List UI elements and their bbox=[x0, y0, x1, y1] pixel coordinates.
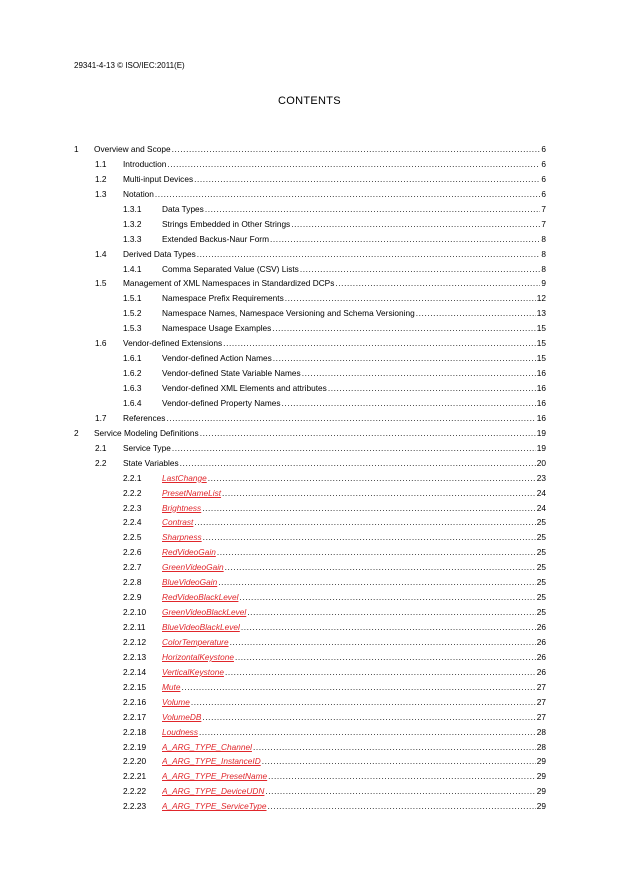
toc-entry-page-number: 6 bbox=[541, 188, 546, 199]
toc-entry-page-number: 12 bbox=[536, 293, 546, 304]
toc-entry-page-number: 27 bbox=[536, 711, 546, 722]
toc-entry-number: 1.4 bbox=[95, 248, 107, 259]
toc-entry-page-number: 16 bbox=[536, 368, 546, 379]
dot-leader bbox=[181, 680, 535, 695]
toc-entry-page-number: 20 bbox=[536, 457, 546, 468]
toc-entry-number: 1.5.1 bbox=[123, 293, 142, 304]
toc-entry-page-number: 6 bbox=[541, 144, 546, 154]
toc-entry-number: 2.2.12 bbox=[123, 636, 147, 647]
toc-entry[interactable] bbox=[74, 471, 546, 486]
toc-entry-number: 2.2.3 bbox=[123, 502, 142, 513]
toc-entry[interactable] bbox=[74, 560, 546, 575]
dot-leader bbox=[302, 366, 536, 381]
toc-entry-body bbox=[162, 381, 546, 396]
toc-entry-body bbox=[123, 187, 546, 202]
dot-leader bbox=[202, 501, 536, 516]
toc-entry-page-number: 26 bbox=[536, 636, 546, 647]
toc-entry-body bbox=[123, 247, 546, 262]
toc-entry-link[interactable]: VerticalKeystone bbox=[162, 666, 224, 677]
toc-entry-page-number: 27 bbox=[536, 696, 546, 707]
toc-entry-page-number: 24 bbox=[536, 487, 546, 498]
toc-entry-link[interactable]: A_ARG_TYPE_PresetName bbox=[162, 771, 268, 782]
toc-entry-body bbox=[123, 411, 546, 426]
toc-entry[interactable] bbox=[74, 695, 546, 710]
dot-leader bbox=[203, 530, 536, 545]
toc-entry-body bbox=[162, 695, 546, 710]
toc-entry[interactable] bbox=[74, 590, 546, 605]
toc-entry-link[interactable]: BlueVideoBlackLevel bbox=[162, 622, 240, 632]
toc-entry-body bbox=[162, 351, 546, 366]
toc-entry-page-number: 25 bbox=[536, 517, 546, 528]
toc-entry-number: 1.1 bbox=[95, 158, 107, 169]
toc-entry-body bbox=[162, 501, 546, 516]
toc-entry-body bbox=[162, 396, 546, 411]
toc-entry[interactable] bbox=[74, 515, 546, 530]
dot-leader bbox=[225, 665, 536, 680]
dot-leader bbox=[225, 560, 536, 575]
toc-entry-number: 2.2.20 bbox=[123, 756, 147, 767]
toc-entry-page-number: 7 bbox=[541, 218, 546, 229]
toc-entry[interactable] bbox=[74, 784, 546, 799]
toc-entry-page-number: 15 bbox=[536, 323, 546, 334]
dot-leader bbox=[199, 725, 536, 740]
toc-entry-page-number: 9 bbox=[541, 278, 546, 289]
toc-entry-link[interactable]: LastChange bbox=[162, 472, 207, 483]
toc-entry-title: Notation bbox=[123, 188, 154, 199]
toc-entry-page-number: 29 bbox=[536, 786, 546, 797]
dot-leader bbox=[416, 306, 536, 321]
toc-entry[interactable] bbox=[74, 575, 546, 590]
toc-entry-link[interactable]: VolumeDB bbox=[162, 711, 202, 722]
toc-entry-body bbox=[162, 217, 546, 232]
dot-leader bbox=[155, 187, 540, 202]
toc-entry-link[interactable]: Brightness bbox=[162, 502, 202, 513]
dot-leader bbox=[265, 784, 535, 799]
dot-leader bbox=[172, 441, 536, 456]
toc-entry-body bbox=[162, 590, 546, 605]
toc-entry-body bbox=[162, 530, 546, 545]
toc-entry-link[interactable]: HorizontalKeystone bbox=[162, 651, 234, 662]
toc-entry-number: 2.2.11 bbox=[123, 622, 146, 632]
toc-entry[interactable] bbox=[74, 426, 546, 441]
toc-entry-number: 2.2.2 bbox=[123, 487, 142, 498]
toc-entry-number: 1.3.3 bbox=[123, 233, 142, 244]
toc-entry-page-number: 26 bbox=[536, 666, 546, 677]
toc-entry-title: Vendor-defined Extensions bbox=[123, 338, 223, 349]
toc-entry-page-number: 25 bbox=[536, 577, 546, 588]
toc-entry[interactable] bbox=[74, 172, 546, 187]
dot-leader bbox=[167, 157, 540, 172]
toc-entry-number: 1.5.3 bbox=[123, 323, 142, 334]
toc-entry-body bbox=[162, 710, 546, 725]
toc-entry[interactable] bbox=[74, 680, 546, 695]
toc-entry-number: 1 bbox=[74, 144, 79, 154]
toc-entry-number: 2.2.8 bbox=[123, 577, 142, 588]
dot-leader bbox=[166, 411, 535, 426]
toc-entry-page-number: 28 bbox=[536, 741, 546, 752]
dot-leader bbox=[222, 486, 536, 501]
toc-entry-number: 1.6 bbox=[95, 338, 107, 349]
toc-entry-link[interactable]: A_ARG_TYPE_DeviceUDN bbox=[162, 786, 265, 797]
toc-entry-page-number: 29 bbox=[536, 801, 546, 812]
toc-entry-body bbox=[94, 142, 546, 157]
toc-entry-page-number: 23 bbox=[536, 472, 546, 483]
toc-entry-number: 2.2.4 bbox=[123, 517, 142, 528]
toc-entry-page-number: 6 bbox=[541, 173, 546, 184]
dot-leader bbox=[268, 769, 536, 784]
dot-leader bbox=[268, 799, 536, 814]
toc-entry-title: State Variables bbox=[123, 457, 179, 468]
toc-entry[interactable] bbox=[74, 291, 546, 306]
toc-entry-number: 1.5 bbox=[95, 278, 107, 289]
toc-entry[interactable] bbox=[74, 157, 546, 172]
toc-entry-body bbox=[162, 620, 546, 635]
toc-entry-number: 2.2.6 bbox=[123, 547, 142, 558]
toc-entry-body bbox=[162, 680, 546, 695]
toc-entry-body bbox=[123, 441, 546, 456]
toc-entry-page-number: 25 bbox=[536, 532, 546, 543]
toc-entry-title: Overview and Scope bbox=[94, 144, 171, 154]
dot-leader bbox=[335, 276, 540, 291]
toc-entry-number: 2.2.15 bbox=[123, 681, 147, 692]
toc-entry-title: Namespace Names, Namespace Versioning and Schema Versioning bbox=[162, 308, 415, 319]
toc-entry[interactable] bbox=[74, 142, 546, 157]
toc-entry-title: Vendor-defined Property Names bbox=[162, 397, 281, 408]
toc-entry-title: Strings Embedded in Other Strings bbox=[162, 218, 291, 229]
dot-leader bbox=[191, 695, 536, 710]
toc-entry-link[interactable]: GreenVideoGain bbox=[162, 562, 224, 573]
toc-entry-body bbox=[123, 276, 546, 291]
toc-entry[interactable] bbox=[74, 247, 546, 262]
toc-entry[interactable] bbox=[74, 486, 546, 501]
toc-entry-page-number: 25 bbox=[536, 547, 546, 558]
toc-entry[interactable] bbox=[74, 665, 546, 680]
toc-entry-number: 2.2 bbox=[95, 457, 107, 468]
toc-entry-title: Vendor-defined State Variable Names bbox=[162, 368, 301, 379]
dot-leader bbox=[270, 232, 540, 247]
toc-entry-body bbox=[162, 262, 546, 277]
toc-entry-title: Multi-input Devices bbox=[123, 173, 194, 184]
dot-leader bbox=[172, 142, 541, 157]
table-of-contents bbox=[74, 142, 546, 814]
dot-leader bbox=[285, 291, 536, 306]
toc-entry-body bbox=[162, 321, 546, 336]
toc-entry[interactable] bbox=[74, 262, 546, 277]
toc-entry-number: 1.3 bbox=[95, 188, 107, 199]
toc-entry-title: Vendor-defined XML Elements and attributes bbox=[162, 383, 327, 393]
dot-leader bbox=[180, 456, 536, 471]
dot-leader bbox=[262, 754, 536, 769]
toc-entry-body bbox=[162, 306, 546, 321]
toc-entry-number: 2.1 bbox=[95, 442, 107, 453]
toc-entry-number: 2.2.13 bbox=[123, 651, 147, 662]
toc-entry[interactable] bbox=[74, 754, 546, 769]
toc-entry-number: 2.2.7 bbox=[123, 562, 142, 573]
dot-leader bbox=[230, 635, 536, 650]
dot-leader bbox=[194, 172, 540, 187]
toc-entry-link[interactable]: PresetNameList bbox=[162, 487, 222, 498]
toc-entry-body bbox=[162, 471, 546, 486]
dot-leader bbox=[235, 650, 536, 665]
toc-entry-number: 1.2 bbox=[95, 173, 107, 184]
toc-entry-number: 1.6.3 bbox=[123, 383, 142, 393]
dot-leader bbox=[217, 545, 536, 560]
toc-entry[interactable] bbox=[74, 650, 546, 665]
toc-entry-number: 1.3.1 bbox=[123, 203, 142, 214]
toc-entry[interactable] bbox=[74, 306, 546, 321]
toc-entry[interactable] bbox=[74, 725, 546, 740]
toc-entry[interactable] bbox=[74, 620, 546, 635]
toc-entry-number: 2.2.16 bbox=[123, 696, 147, 707]
toc-entry-page-number: 19 bbox=[536, 427, 546, 438]
toc-entry-link[interactable]: Volume bbox=[162, 696, 190, 707]
toc-entry-body bbox=[162, 725, 546, 740]
toc-entry-title: Extended Backus-Naur Form bbox=[162, 233, 269, 244]
toc-entry[interactable] bbox=[74, 635, 546, 650]
toc-entry-body bbox=[162, 605, 546, 620]
toc-entry-body bbox=[162, 650, 546, 665]
toc-entry-page-number: 29 bbox=[536, 771, 546, 782]
toc-entry-page-number: 25 bbox=[536, 607, 546, 618]
toc-entry-body bbox=[123, 456, 546, 471]
toc-entry-page-number: 27 bbox=[536, 681, 546, 692]
toc-entry-page-number: 28 bbox=[536, 726, 546, 737]
toc-entry-number: 2.2.17 bbox=[123, 711, 147, 722]
toc-entry-body bbox=[123, 336, 546, 351]
toc-entry-page-number: 13 bbox=[536, 308, 546, 319]
toc-entry-number: 2.2.18 bbox=[123, 726, 147, 737]
toc-entry[interactable] bbox=[74, 321, 546, 336]
toc-entry-body bbox=[162, 769, 546, 784]
toc-entry-page-number: 16 bbox=[536, 412, 546, 423]
toc-entry-number: 1.6.1 bbox=[123, 353, 142, 364]
toc-entry-number: 2.2.22 bbox=[123, 786, 147, 797]
toc-entry-body bbox=[162, 575, 546, 590]
toc-entry[interactable] bbox=[74, 545, 546, 560]
toc-entry-title: Vendor-defined Action Names bbox=[162, 353, 272, 364]
toc-entry-number: 1.5.2 bbox=[123, 308, 142, 319]
toc-entry-link[interactable]: A_ARG_TYPE_ServiceType bbox=[162, 801, 267, 812]
toc-entry-body bbox=[123, 172, 546, 187]
toc-entry-body bbox=[162, 232, 546, 247]
dot-leader bbox=[194, 515, 535, 530]
toc-entry-page-number: 25 bbox=[536, 592, 546, 603]
dot-leader bbox=[247, 605, 536, 620]
toc-entry[interactable] bbox=[74, 232, 546, 247]
toc-entry[interactable] bbox=[74, 740, 546, 755]
toc-entry[interactable] bbox=[74, 336, 546, 351]
dot-leader bbox=[291, 217, 540, 232]
toc-entry-page-number: 16 bbox=[536, 397, 546, 408]
dot-leader bbox=[273, 351, 536, 366]
toc-entry-title: Service Modeling Definitions bbox=[94, 427, 199, 438]
toc-entry-link[interactable]: A_ARG_TYPE_Channel bbox=[162, 741, 252, 752]
toc-entry-link[interactable]: Mute bbox=[162, 681, 181, 692]
toc-entry-number: 1.7 bbox=[95, 412, 107, 423]
toc-entry-number: 2.2.21 bbox=[123, 771, 147, 782]
toc-entry-title: Namespace Prefix Requirements bbox=[162, 293, 284, 304]
toc-entry-link[interactable]: Contrast bbox=[162, 517, 194, 528]
dot-leader bbox=[282, 396, 536, 411]
toc-entry-page-number: 29 bbox=[536, 756, 546, 767]
toc-entry-page-number: 25 bbox=[536, 562, 546, 573]
toc-entry-page-number: 8 bbox=[541, 233, 546, 244]
dot-leader bbox=[202, 710, 535, 725]
toc-entry-page-number: 7 bbox=[541, 203, 546, 214]
toc-entry[interactable] bbox=[74, 456, 546, 471]
toc-entry-body bbox=[162, 560, 546, 575]
toc-entry[interactable] bbox=[74, 217, 546, 232]
toc-entry-number: 2.2.1 bbox=[123, 472, 142, 483]
toc-entry[interactable] bbox=[74, 187, 546, 202]
toc-entry-body bbox=[162, 366, 546, 381]
toc-entry-title: Comma Separated Value (CSV) Lists bbox=[162, 263, 299, 274]
toc-entry-link[interactable]: RedVideoBlackLevel bbox=[162, 592, 239, 603]
toc-entry-page-number: 19 bbox=[536, 442, 546, 453]
toc-entry-link[interactable]: GreenVideoBlackLevel bbox=[162, 607, 247, 618]
toc-entry[interactable] bbox=[74, 710, 546, 725]
toc-entry[interactable] bbox=[74, 396, 546, 411]
toc-entry-page-number: 26 bbox=[536, 622, 546, 632]
toc-entry-number: 2 bbox=[74, 427, 79, 438]
toc-entry-body bbox=[162, 784, 546, 799]
toc-entry-page-number: 15 bbox=[536, 338, 546, 349]
toc-entry-body bbox=[162, 754, 546, 769]
toc-entry[interactable] bbox=[74, 501, 546, 516]
dot-leader bbox=[205, 202, 541, 217]
toc-entry-number: 1.6.4 bbox=[123, 397, 142, 408]
toc-entry[interactable] bbox=[74, 411, 546, 426]
toc-entry-title: Namespace Usage Examples bbox=[162, 323, 272, 334]
toc-entry-body bbox=[162, 486, 546, 501]
dot-leader bbox=[218, 575, 536, 590]
dot-leader bbox=[239, 590, 535, 605]
toc-entry-body bbox=[162, 545, 546, 560]
toc-entry-title: Data Types bbox=[162, 203, 204, 214]
toc-entry-body bbox=[94, 426, 546, 441]
dot-leader bbox=[208, 471, 536, 486]
toc-entry-title: Derived Data Types bbox=[123, 248, 196, 259]
toc-entry-link[interactable]: A_ARG_TYPE_InstanceID bbox=[162, 756, 261, 767]
toc-entry-title: Service Type bbox=[123, 442, 171, 453]
dot-leader bbox=[253, 740, 536, 755]
toc-entry-number: 2.2.5 bbox=[123, 532, 142, 543]
dot-leader bbox=[272, 321, 535, 336]
toc-entry-page-number: 15 bbox=[536, 353, 546, 364]
toc-entry-body bbox=[162, 635, 546, 650]
toc-entry-number: 2.2.14 bbox=[123, 666, 147, 677]
toc-entry-number: 1.6.2 bbox=[123, 368, 142, 379]
toc-entry-page-number: 8 bbox=[541, 263, 546, 274]
toc-entry[interactable] bbox=[74, 202, 546, 217]
toc-entry-title: References bbox=[123, 412, 166, 423]
toc-entry-body bbox=[162, 740, 546, 755]
dot-leader bbox=[328, 381, 536, 396]
toc-entry-number: 1.3.2 bbox=[123, 218, 142, 229]
toc-entry[interactable] bbox=[74, 366, 546, 381]
toc-entry[interactable] bbox=[74, 530, 546, 545]
toc-entry-page-number: 6 bbox=[541, 158, 546, 169]
toc-entry-page-number: 8 bbox=[541, 248, 546, 259]
toc-entry-number: 2.2.23 bbox=[123, 801, 147, 812]
toc-entry[interactable] bbox=[74, 381, 546, 396]
toc-entry[interactable] bbox=[74, 769, 546, 784]
toc-entry-page-number: 24 bbox=[536, 502, 546, 513]
toc-entry-link[interactable]: ColorTemperature bbox=[162, 636, 229, 647]
toc-entry-body bbox=[123, 157, 546, 172]
dot-leader bbox=[241, 620, 536, 635]
toc-entry-number: 2.2.9 bbox=[123, 592, 142, 603]
toc-entry[interactable] bbox=[74, 605, 546, 620]
dot-leader bbox=[197, 247, 541, 262]
toc-entry-number: 2.2.10 bbox=[123, 607, 147, 618]
toc-entry-link[interactable]: BlueVideoGain bbox=[162, 577, 218, 588]
toc-entry-body bbox=[162, 202, 546, 217]
toc-entry-title: Introduction bbox=[123, 158, 167, 169]
dot-leader bbox=[300, 262, 541, 277]
toc-entry[interactable] bbox=[74, 351, 546, 366]
toc-entry-number: 2.2.19 bbox=[123, 741, 147, 752]
toc-entry-link[interactable]: RedVideoGain bbox=[162, 547, 216, 558]
toc-entry[interactable] bbox=[74, 276, 546, 291]
toc-entry-number: 1.4.1 bbox=[123, 263, 142, 274]
toc-entry-body bbox=[162, 665, 546, 680]
toc-entry-link[interactable]: Sharpness bbox=[162, 532, 202, 543]
toc-entry-page-number: 16 bbox=[536, 383, 546, 393]
toc-entry[interactable] bbox=[74, 441, 546, 456]
toc-entry-body bbox=[162, 515, 546, 530]
toc-entry[interactable] bbox=[74, 799, 546, 814]
toc-entry-page-number: 26 bbox=[536, 651, 546, 662]
toc-entry-body bbox=[162, 291, 546, 306]
dot-leader bbox=[223, 336, 536, 351]
document-id-header: 29341-4-13 © ISO/IEC:2011(E) bbox=[74, 61, 185, 70]
toc-entry-title: Management of XML Namespaces in Standardized DCPs bbox=[123, 278, 335, 289]
toc-entry-link[interactable]: Loudness bbox=[162, 726, 198, 737]
page-title: CONTENTS bbox=[278, 95, 341, 107]
dot-leader bbox=[200, 426, 536, 441]
toc-entry-body bbox=[162, 799, 546, 814]
